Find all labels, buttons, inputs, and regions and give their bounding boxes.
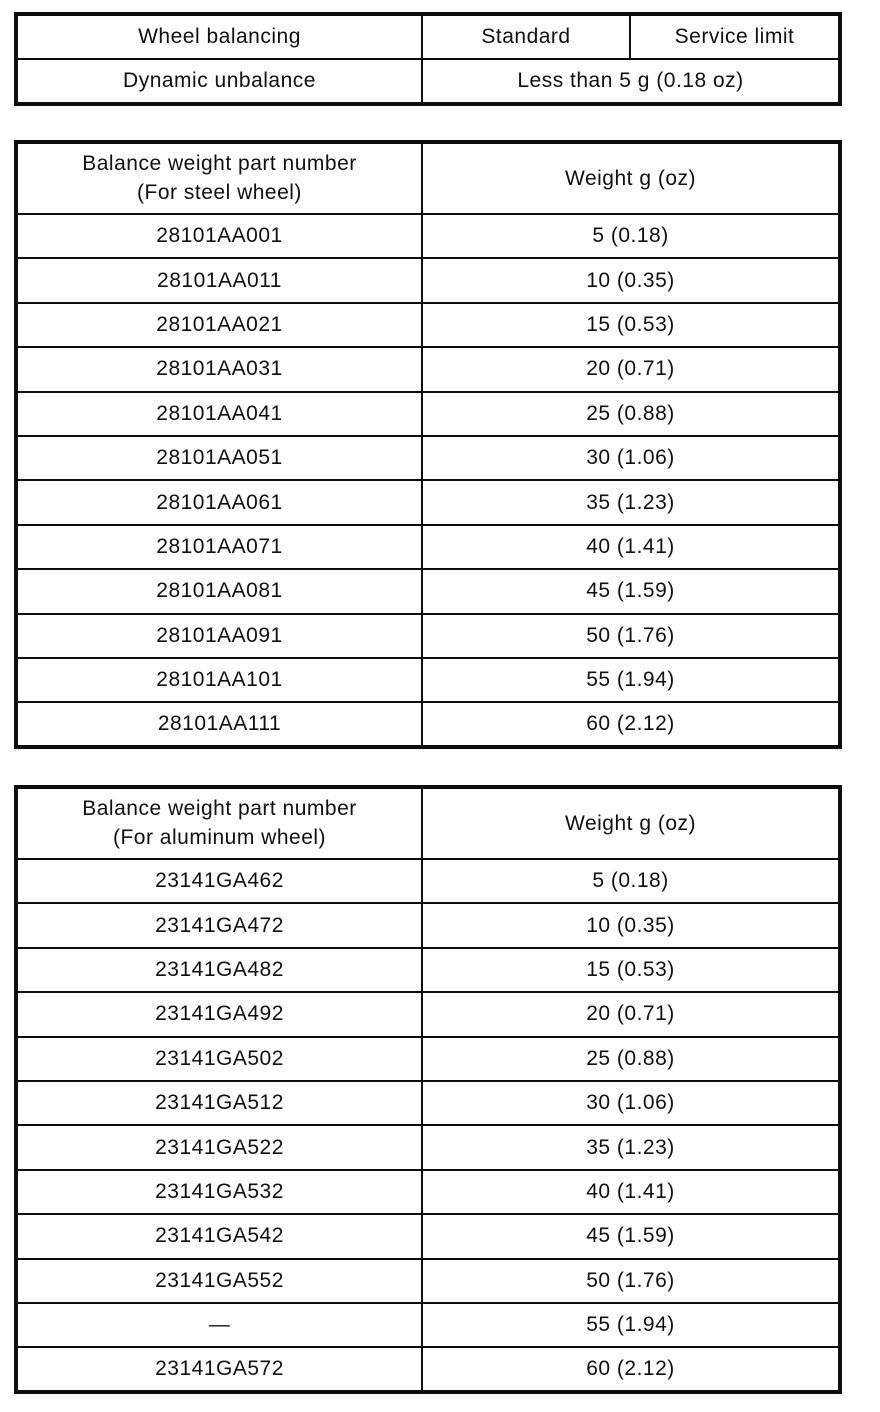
table-row [16, 1347, 840, 1391]
weight-cell: 60 (2.12) [422, 702, 840, 746]
weight-cell: 50 (1.76) [422, 1259, 840, 1303]
weight-cell: 15 (0.53) [422, 948, 840, 992]
part-number-cell: 23141GA462 [16, 859, 422, 903]
table-row [16, 948, 840, 992]
part-number-cell: 28101AA011 [16, 258, 422, 302]
wheel-balancing-table [14, 12, 842, 106]
dynamic-unbalance-label: Dynamic unbalance [16, 59, 422, 104]
weight-cell: 45 (1.59) [422, 1214, 840, 1258]
table-row [16, 1303, 840, 1347]
table-row [16, 1125, 840, 1169]
table-row [16, 903, 840, 947]
header-part-number-line2: (For steel wheel) [137, 180, 302, 204]
table-row [16, 392, 840, 436]
part-number-cell: 23141GA552 [16, 1259, 422, 1303]
header-service-limit: Service limit [630, 14, 840, 59]
part-number-cell: 28101AA081 [16, 569, 422, 613]
steel-table-body [16, 214, 840, 747]
part-number-cell: 23141GA482 [16, 948, 422, 992]
weight-cell: 25 (0.88) [422, 392, 840, 436]
weight-cell: 20 (0.71) [422, 992, 840, 1036]
table-row [16, 1214, 840, 1258]
part-number-cell: 28101AA061 [16, 480, 422, 524]
header-wheel-balancing: Wheel balancing [16, 14, 422, 59]
weight-cell: 50 (1.76) [422, 614, 840, 658]
table-row [16, 347, 840, 391]
part-number-cell: — [16, 1303, 422, 1347]
table-header-row [16, 142, 840, 214]
header-part-number-line1: Balance weight part number [82, 797, 357, 821]
part-number-cell: 28101AA001 [16, 214, 422, 258]
weight-cell: 5 (0.18) [422, 859, 840, 903]
weight-cell: 15 (0.53) [422, 303, 840, 347]
weight-cell: 40 (1.41) [422, 1170, 840, 1214]
weight-cell: 55 (1.94) [422, 1303, 840, 1347]
part-number-cell: 23141GA532 [16, 1170, 422, 1214]
weight-cell: 30 (1.06) [422, 1081, 840, 1125]
part-number-cell: 23141GA512 [16, 1081, 422, 1125]
header-weight: Weight g (oz) [422, 787, 840, 859]
dynamic-unbalance-value: Less than 5 g (0.18 oz) [422, 59, 840, 104]
weight-cell: 10 (0.35) [422, 258, 840, 302]
weight-cell: 5 (0.18) [422, 214, 840, 258]
part-number-cell: 28101AA031 [16, 347, 422, 391]
part-number-cell: 28101AA091 [16, 614, 422, 658]
header-weight: Weight g (oz) [422, 142, 840, 214]
header-part-number-line2: (For aluminum wheel) [112, 825, 327, 849]
weight-cell: 35 (1.23) [422, 1125, 840, 1169]
aluminum-table-body [16, 859, 840, 1392]
table-row [16, 258, 840, 302]
table-row [16, 1170, 840, 1214]
table-row [16, 1259, 840, 1303]
part-number-cell: 28101AA021 [16, 303, 422, 347]
table-row [16, 1081, 840, 1125]
steel-wheel-weight-table [14, 140, 842, 749]
part-number-cell: 23141GA542 [16, 1214, 422, 1258]
table-row [16, 480, 840, 524]
part-number-cell: 28101AA051 [16, 436, 422, 480]
table-row [16, 303, 840, 347]
weight-cell: 40 (1.41) [422, 525, 840, 569]
weight-cell: 45 (1.59) [422, 569, 840, 613]
header-part-number-line1: Balance weight part number [82, 152, 357, 176]
part-number-cell: 28101AA111 [16, 702, 422, 746]
aluminum-wheel-weight-table [14, 785, 842, 1394]
header-part-number-aluminum [16, 787, 422, 859]
table-row [16, 658, 840, 702]
part-number-cell: 23141GA572 [16, 1347, 422, 1391]
table-row [16, 614, 840, 658]
weight-cell: 30 (1.06) [422, 436, 840, 480]
weight-cell: 10 (0.35) [422, 903, 840, 947]
table-row [16, 859, 840, 903]
table-row [16, 702, 840, 746]
weight-cell: 55 (1.94) [422, 658, 840, 702]
table-row [16, 436, 840, 480]
table-header-row [16, 787, 840, 859]
part-number-cell: 28101AA041 [16, 392, 422, 436]
part-number-cell: 28101AA071 [16, 525, 422, 569]
table-row [16, 525, 840, 569]
part-number-cell: 23141GA472 [16, 903, 422, 947]
table-header-row [16, 14, 840, 59]
weight-cell: 35 (1.23) [422, 480, 840, 524]
header-part-number-steel [16, 142, 422, 214]
table-row [16, 1037, 840, 1081]
weight-cell: 25 (0.88) [422, 1037, 840, 1081]
part-number-cell: 28101AA101 [16, 658, 422, 702]
header-standard: Standard [422, 14, 630, 59]
weight-cell: 20 (0.71) [422, 347, 840, 391]
weight-cell: 60 (2.12) [422, 1347, 840, 1391]
part-number-cell: 23141GA492 [16, 992, 422, 1036]
part-number-cell: 23141GA502 [16, 1037, 422, 1081]
table-row [16, 992, 840, 1036]
table-row [16, 214, 840, 258]
table-row [16, 569, 840, 613]
part-number-cell: 23141GA522 [16, 1125, 422, 1169]
table-row [16, 59, 840, 104]
